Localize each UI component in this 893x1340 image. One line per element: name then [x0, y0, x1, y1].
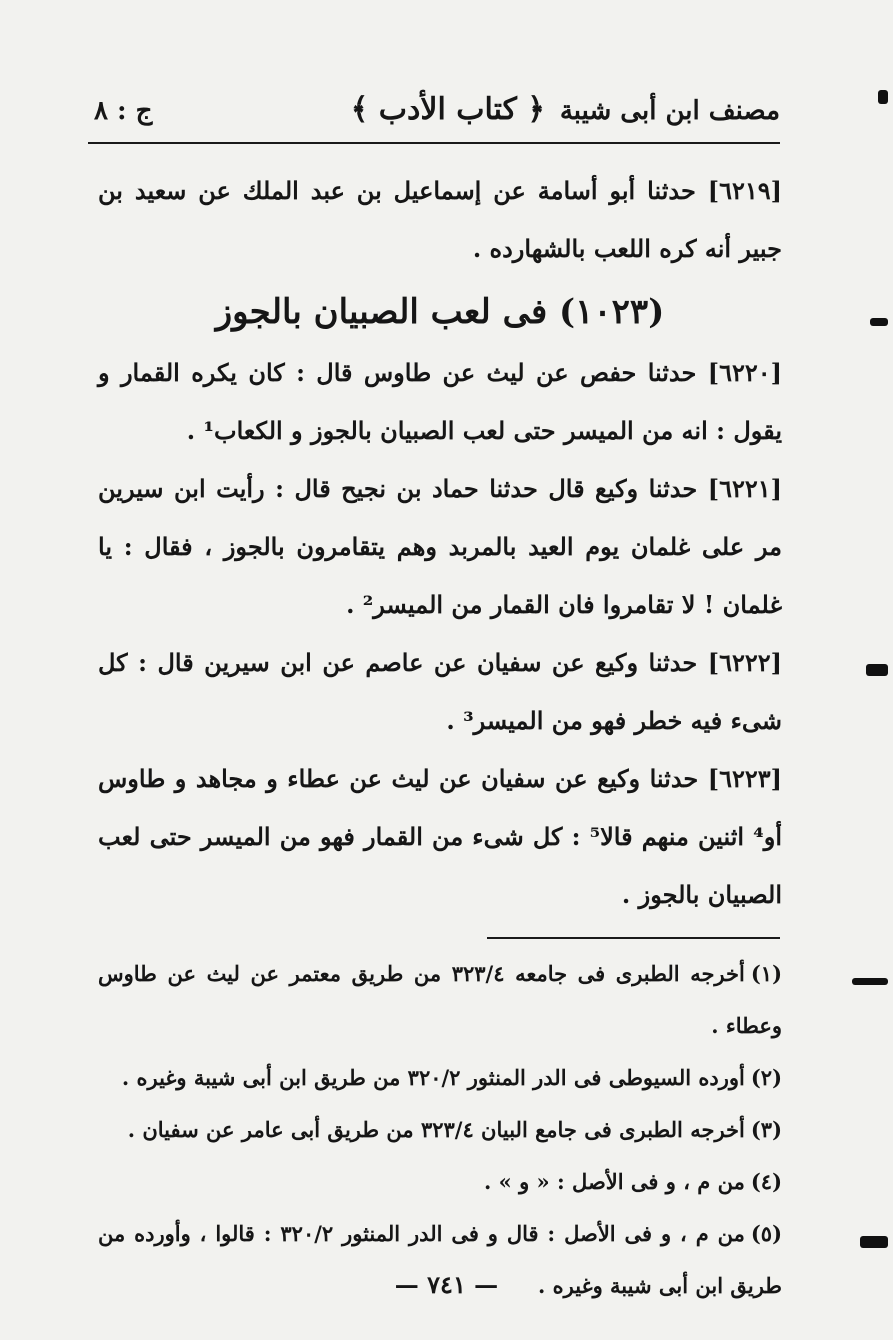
- footnote-number: (٥): [750, 1221, 782, 1246]
- section-title: ﴿ كتاب الأدب ﴾: [350, 92, 545, 127]
- scan-mark: [870, 318, 888, 326]
- footnote-rule: [487, 937, 780, 939]
- scan-mark: [878, 90, 888, 104]
- footnote-number: (٣): [750, 1117, 782, 1142]
- footnote-number: (٢): [750, 1065, 782, 1090]
- volume-number: ج : ٨: [94, 96, 153, 126]
- footnote-2: [98, 1052, 782, 1104]
- footnote-3: [98, 1104, 782, 1156]
- footnote-4: [98, 1156, 782, 1208]
- footnote-text: من م ، و فى الأصل : قال و فى الدر المنثور ٣٢٠/٢ : قالوا ، وأورده من طريق ابن أبى شيبة وغيره .: [98, 1221, 782, 1298]
- hadith-6221: [٦٢٢١] حدثنا وكيع قال حدثنا حماد بن نجيح قال : رأيت ابن سيرين مر على غلمان يوم العيد بالمربد وهم يتقامرون بالجوز ، فقال : يا غلمان ! لا تقامروا فان القمار من الميسر² .: [98, 474, 782, 619]
- scan-mark: [860, 1236, 888, 1248]
- header-rule: [88, 142, 780, 144]
- chapter-heading: (١٠٢٣) فى لعب الصبيان بالجوز: [215, 292, 665, 332]
- footnote-text: أخرجه الطبرى فى جامع البيان ٣٢٣/٤ من طريق أبى عامر عن سفيان .: [127, 1117, 745, 1142]
- footnote-text: أخرجه الطبرى فى جامعه ٣٢٣/٤ من طريق معتمر عن ليث عن طاوس وعطاء .: [98, 961, 782, 1038]
- hadith-6223: [٦٢٢٣] حدثنا وكيع عن سفيان عن ليث عن عطاء و مجاهد و طاوس أو⁴ اثنين منهم قالا⁵ : كل شىء من القمار فهو من الميسر حتى لعب الصبيان بالجوز .: [98, 764, 782, 909]
- footnote-number: (٤): [750, 1169, 782, 1194]
- footnotes: [98, 948, 782, 1312]
- main-text: [98, 162, 782, 924]
- book-title: مصنف ابن أبى شيبة: [559, 96, 780, 126]
- running-header: [88, 92, 780, 140]
- hadith-6219: [٦٢١٩] حدثنا أبو أسامة عن إسماعيل بن عبد الملك عن سعيد بن جبير أنه كره اللعب بالشهارده .: [98, 176, 782, 263]
- scan-mark: [852, 978, 888, 985]
- page-number: — ٧٤١ —: [394, 1270, 499, 1299]
- scan-mark: [866, 664, 888, 676]
- footnote-text: أورده السيوطى فى الدر المنثور ٣٢٠/٢ من طريق ابن أبى شيبة وغيره .: [121, 1065, 745, 1090]
- footnote-text: من م ، و فى الأصل : « و » .: [484, 1169, 745, 1194]
- footnote-number: (١): [750, 961, 782, 986]
- footnote-1: [98, 948, 782, 1052]
- hadith-6220: [٦٢٢٠] حدثنا حفص عن ليث عن طاوس قال : كان يكره القمار و يقول : انه من الميسر حتى لعب الصبيان بالجوز و الكعاب¹ .: [98, 358, 782, 445]
- hadith-6222: [٦٢٢٢] حدثنا وكيع عن سفيان عن عاصم عن ابن سيرين قال : كل شىء فيه خطر فهو من الميسر³ .: [98, 648, 782, 735]
